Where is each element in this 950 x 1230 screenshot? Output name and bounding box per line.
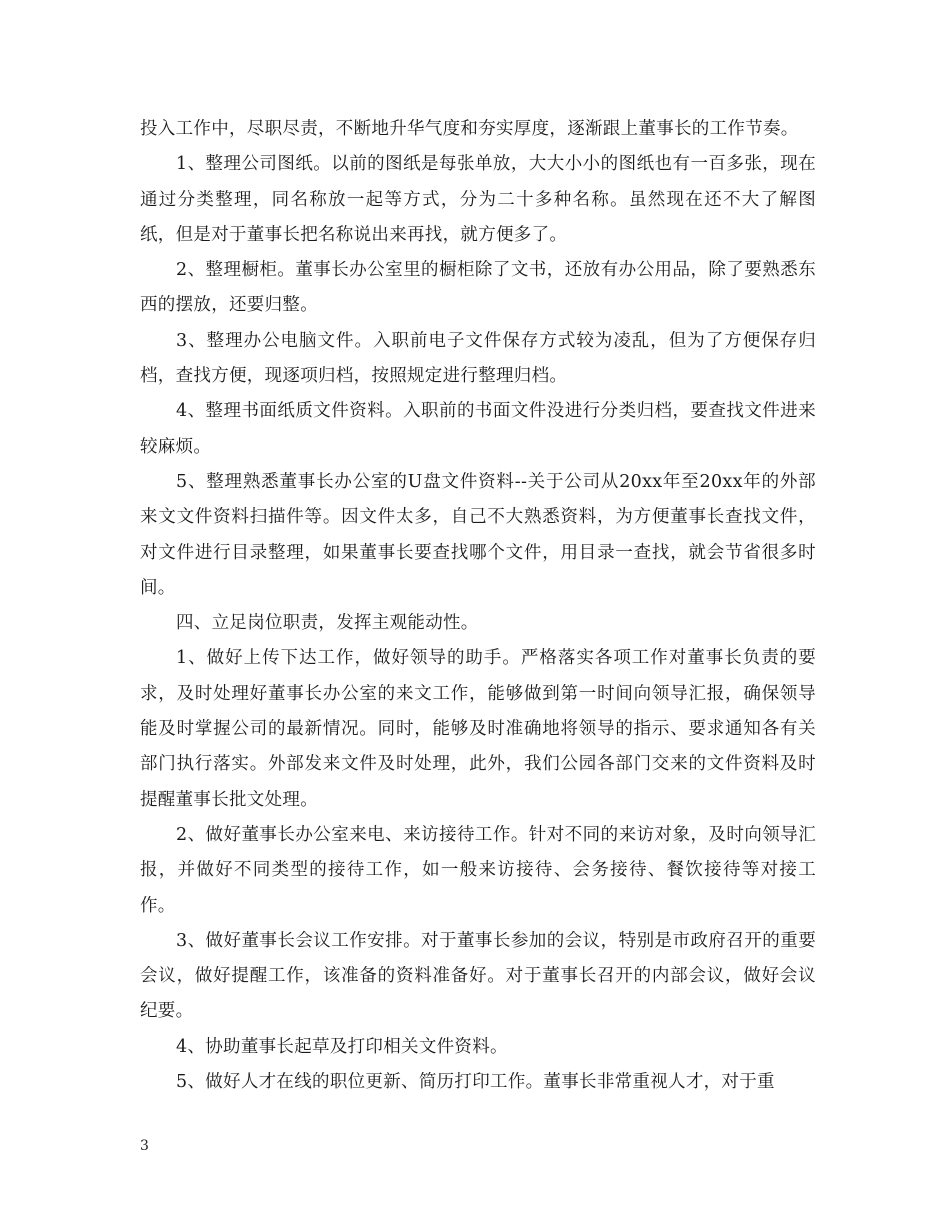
page-number: 3 (140, 1138, 149, 1154)
paragraph-duty-3-meetings: 3、做好董事长会议工作安排。对于董事长参加的会议，特别是市政府召开的重要会议，做好提醒工作，该准备的资料准备好。对于董事长召开的内部会议，做好会议纪要。 (140, 930, 816, 1022)
paragraph-duty-5-recruiting: 5、做好人才在线的职位更新、简历打印工作。董事长非常重视人才，对于重 (176, 1072, 775, 1093)
paragraph-item-5-usb-files: 5、整理熟悉董事长办公室的U盘文件资料--关于公司从20xx年至20xx年的外部来文文件资料扫描件等。因文件太多，自己不大熟悉资料，为方便董事长查找文件，对文件进行目录整理，如果董事长要查找哪个文件，用目录一查找，就会节省很多时间。 (140, 471, 816, 598)
paragraph-item-1-drawings: 1、整理公司图纸。以前的图纸是每张单放，大大小小的图纸也有一百多张，现在通过分类整理，同名称放一起等方式，分为二十多种名称。虽然现在还不大了解图纸，但是对于董事长把名称说出来再找，就方便多了。 (140, 154, 816, 245)
paragraph-item-3-computer-files: 3、整理办公电脑文件。入职前电子文件保存方式较为凌乱，但为了方便保存归档，查找方便，现逐项归档，按照规定进行整理归档。 (140, 330, 816, 387)
paragraph-duty-4-drafting: 4、协助董事长起草及打印相关文件资料。 (176, 1036, 508, 1057)
document-body (140, 112, 816, 1100)
paragraph-duty-1-communication: 1、做好上传下达工作，做好领导的助手。严格落实各项工作对董事长负责的要求，及时处理好董事长办公室的来文工作，能够做到第一时间向领导汇报，确保领导能及时掌握公司的最新情况。同时，能够及时准确地将领导的指示、要求通知各有关部门执行落实。外部发来文件及时处理，此外，我们公园各部门交来的文件资料及时提醒董事长批文处理。 (140, 648, 816, 810)
paragraph-item-4-paper-files: 4、整理书面纸质文件资料。入职前的书面文件没进行分类归档，要查找文件进来较麻烦。 (140, 401, 816, 457)
paragraph-continuation: 投入工作中，尽职尽责，不断地升华气度和夯实厚度，逐渐跟上董事长的工作节奏。 (140, 119, 799, 139)
section-heading-four: 四、立足岗位职责，发挥主观能动性。 (176, 613, 479, 634)
paragraph-duty-2-reception: 2、做好董事长办公室来电、来访接待工作。针对不同的来访对象，及时向领导汇报，并做好不同类型的接待工作，如一般来访接待、会务接待、餐饮接待等对接工作。 (140, 824, 816, 916)
paragraph-item-2-cabinet: 2、整理橱柜。董事长办公室里的橱柜除了文书，还放有办公用品，除了要熟悉东西的摆放，还要归整。 (140, 260, 816, 316)
